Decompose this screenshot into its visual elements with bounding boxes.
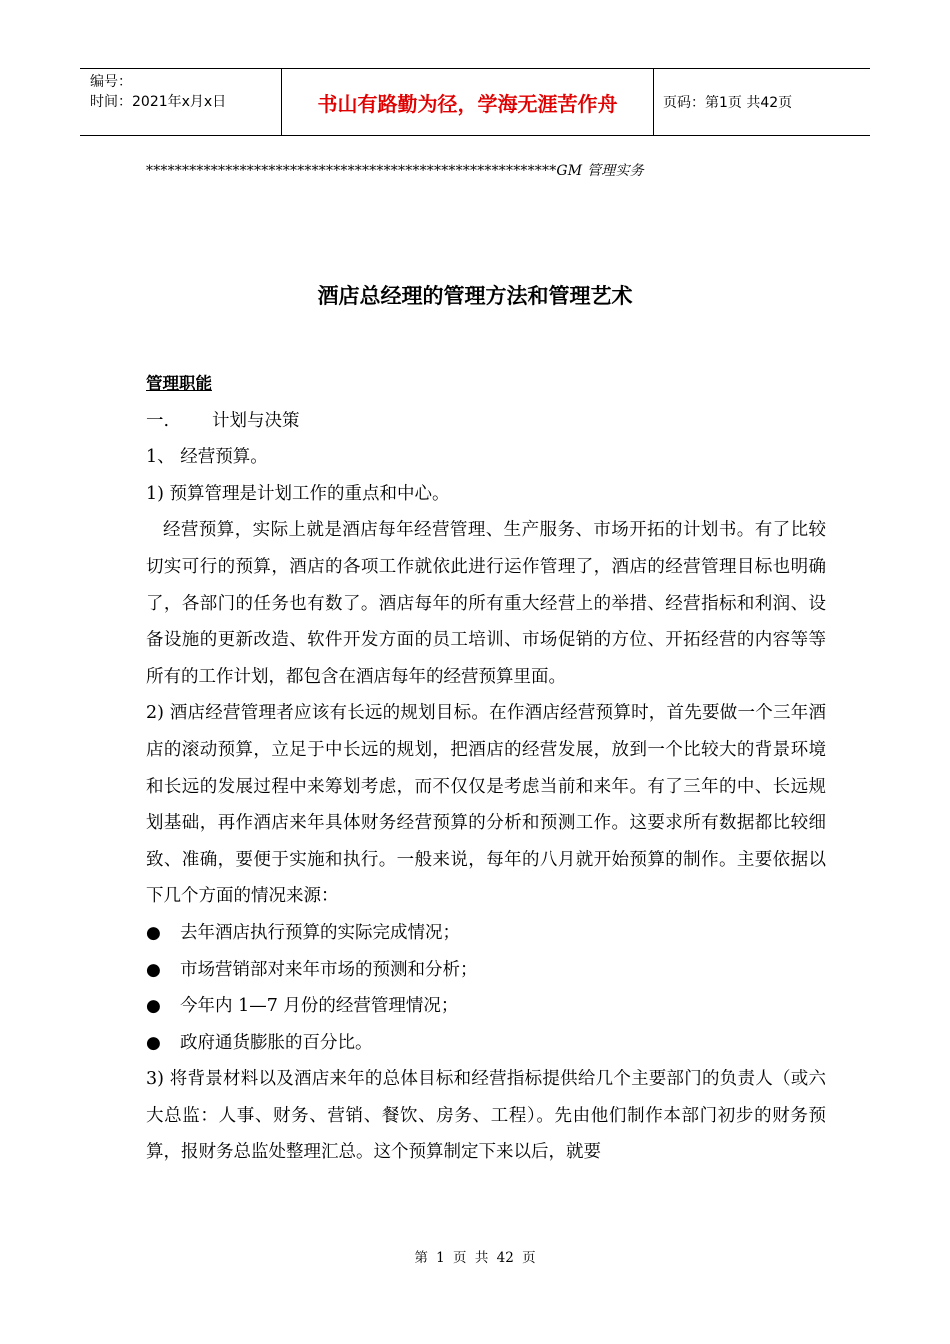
document-title: 酒店总经理的管理方法和管理艺术	[317, 284, 633, 308]
header-meta	[80, 69, 281, 135]
header-page-info: 页码：第1页 共42页	[663, 95, 793, 111]
bullet-dot-icon: ●	[146, 996, 161, 1017]
paragraph-one: 经营预算，实际上就是酒店每年经营管理、生产服务、市场开拓的计划书。有了比较切实可行的预算，酒店的各项工作就依此进行运作管理了，酒店的经营管理目标也明确了，各部门的任务也有数了。酒店每年的所有重大经营上的举措、经营指标和利润、设备设施的更新改造、软件开发方面的员工培训、市场促销的方位、开拓经营的内容等等所有的工作计划，都包含在酒店每年的经营预算里面。	[146, 520, 826, 687]
bullet-dot-icon: ●	[146, 959, 161, 980]
time-label: 时间：2021年x月x日	[90, 94, 227, 110]
item-one-number: 一.	[146, 410, 170, 431]
item-one-text: 计划与决策	[212, 410, 300, 431]
bullet-text: 去年酒店执行预算的实际完成情况；	[180, 922, 460, 943]
number-label: 编号：	[90, 74, 132, 90]
bullet-dot-icon: ●	[146, 922, 161, 943]
bullet-item	[146, 988, 826, 1025]
header-motto: 书山有路勤为径，学海无涯苦作舟	[317, 91, 618, 116]
gm-line: *********************************************************GM 管理实务	[146, 163, 644, 179]
header-motto-cell	[281, 69, 654, 135]
page-footer: 第 1 页 共 42 页	[414, 1250, 536, 1266]
section-heading: 管理职能	[146, 374, 212, 393]
document-body	[146, 366, 826, 1171]
point-three: 3) 将背景材料以及酒店来年的总体目标和经营指标提供给几个主要部门的负责人（或六大总监：人事、财务、营销、餐饮、房务、工程）。先由他们制作本部门初步的财务预算，报财务总监处整理汇总。这个预算制定下来以后，就要	[146, 1069, 826, 1163]
bullet-dot-icon: ●	[146, 1032, 161, 1053]
bullet-item	[146, 952, 826, 989]
point-one: 1) 预算管理是计划工作的重点和中心。	[146, 483, 450, 504]
bullet-text: 市场营销部对来年市场的预测和分析；	[180, 959, 478, 980]
bullet-text: 今年内 1—7 月份的经营管理情况；	[180, 996, 459, 1017]
bullet-text: 政府通货膨胀的百分比。	[180, 1032, 373, 1053]
document-header	[80, 68, 870, 136]
point-two: 2) 酒店经营管理者应该有长远的规划目标。在作酒店经营预算时，首先要做一个三年酒店的滚动预算，立足于中长远的规划，把酒店的经营发展，放到一个比较大的背景环境和长远的发展过程中来筹划考虑，而不仅仅是考虑当前和来年。有了三年的中、长远规划基础，再作酒店来年具体财务经营预算的分析和预测工作。这要求所有数据都比较细致、准确，要便于实施和执行。一般来说，每年的八月就开始预算的制作。主要依据以下几个方面的情况来源：	[146, 703, 826, 907]
item-one-heading	[146, 403, 826, 440]
sub-heading-one: 1、 经营预算。	[146, 447, 268, 468]
bullet-item	[146, 1025, 826, 1062]
bullet-item	[146, 915, 826, 952]
